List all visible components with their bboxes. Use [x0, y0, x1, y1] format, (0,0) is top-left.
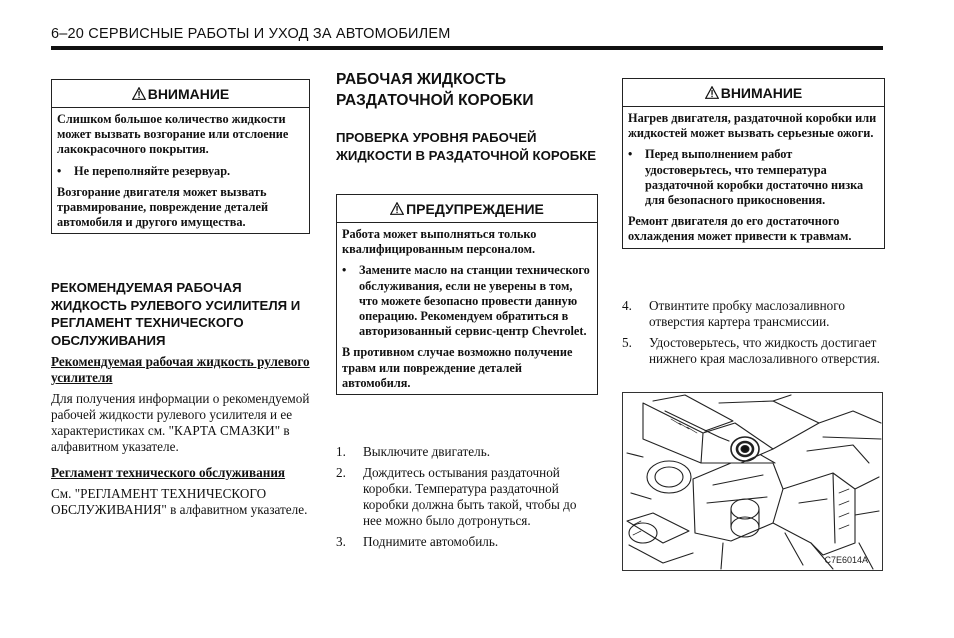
- step-number: 3.: [336, 534, 346, 549]
- step-text: Поднимите автомобиль.: [363, 534, 499, 549]
- page-title: 6–20 СЕРВИСНЫЕ РАБОТЫ И УХОД ЗА АВТОМОБИЛЕМ: [51, 26, 451, 42]
- maintenance-text: См. "РЕГЛАМЕНТ ТЕХНИЧЕСКОГО ОБСЛУЖИВАНИЯ" в алфавитном указателе.: [51, 486, 308, 517]
- steering-fluid-section: [51, 354, 313, 518]
- warning-box-right: [622, 78, 885, 249]
- warning-triangle-icon: [705, 86, 719, 99]
- section-title-transfer-fluid: РАБОЧАЯ ЖИДКОСТЬ РАЗДАТОЧНОЙ КОРОБКИ: [336, 71, 534, 109]
- steps-list-1: [336, 444, 598, 555]
- caution-bullet-text: Замените масло на станции технического обслуживания, если не уверены в том, что можете безопасно провести данную операцию. Рекомендуем обратиться в авторизованный сервис-центр Chevrolet.: [359, 263, 590, 339]
- caution-text: Работа может выполняться только квалифицированным персоналом.: [342, 227, 537, 257]
- subheading-recommended-fluid: Рекомендуемая рабочая жидкость рулевого усилителя: [51, 354, 310, 385]
- caution-box-body: [337, 223, 597, 394]
- warning-box-body: [623, 107, 884, 248]
- section-heading-steering-fluid: РЕКОМЕНДУЕМАЯ РАБОЧАЯ ЖИДКОСТЬ РУЛЕВОГО УСИЛИТЕЛЯ И РЕГЛАМЕНТ ТЕХНИЧЕСКОГО ОБСЛУЖИВАНИЯ: [51, 280, 301, 348]
- warning-bullet: [57, 164, 304, 179]
- figure-code: C7E6014A: [824, 555, 868, 565]
- list-item: [336, 444, 598, 460]
- page-header: [51, 26, 883, 42]
- caution-bullet: [342, 263, 592, 339]
- transfer-case-illustration: [622, 392, 883, 571]
- header-rule: [51, 46, 883, 50]
- warning-triangle-icon: [132, 87, 146, 100]
- caution-label: ПРЕДУПРЕЖДЕНИЕ: [406, 200, 544, 217]
- bullet-dot: •: [628, 147, 633, 162]
- warning-bullet-text: Не переполняйте резервуар.: [74, 163, 231, 178]
- subheading-maintenance: Регламент технического обслуживания: [51, 465, 286, 480]
- step-text: Отвинтите пробку маслозаливного отверстия картера трансмиссии.: [649, 298, 845, 329]
- steps-list-2: [622, 298, 885, 372]
- list-item: [622, 298, 885, 330]
- caution-box: [336, 194, 598, 395]
- step-number: 5.: [622, 335, 632, 350]
- step-number: 2.: [336, 465, 346, 480]
- warning-text: Нагрев двигателя, раздаточной коробки или жидкостей может вызвать серьезные ожоги.: [628, 111, 877, 141]
- warning-consequence-text: Ремонт двигателя до его достаточного охлаждения может привести к травмам.: [628, 214, 852, 244]
- warning-label: ВНИМАНИЕ: [147, 85, 230, 102]
- step-number: 1.: [336, 444, 346, 459]
- warning-bullet-text: Перед выполнением работ удостоверьтесь, что температура раздаточной коробки достаточно низка для безопасного прикосновения.: [645, 147, 864, 208]
- caution-consequence-text: В противном случае возможно получение травм или повреждение деталей автомобиля.: [342, 345, 573, 390]
- list-item: [336, 465, 598, 529]
- warning-triangle-icon: [390, 202, 404, 215]
- step-number: 4.: [622, 298, 632, 313]
- warning-box-body: [52, 108, 309, 233]
- warning-box-header: [52, 80, 309, 108]
- step-text: Дождитесь остывания раздаточной коробки. Температура раздаточной коробки должна быть такой, чтобы до нее можно было дотронуться.: [363, 465, 577, 528]
- recommended-fluid-text: Для получения информации о рекомендуемой рабочей жидкости рулевого усилителя и ее характеристиках см. "КАРТА СМАЗКИ" в алфавитном указателе.: [51, 391, 310, 454]
- transfer-case-drawing: [623, 393, 882, 570]
- step-text: Удостоверьтесь, что жидкость достигает нижнего края маслозаливного отверстия.: [649, 335, 880, 366]
- warning-box-header: [623, 79, 884, 107]
- list-item: [336, 534, 598, 550]
- warning-text: Слишком большое количество жидкости может вызвать возгорание или отслоение лакокрасочного покрытия.: [57, 112, 289, 157]
- warning-label: ВНИМАНИЕ: [720, 84, 803, 101]
- bullet-dot: •: [57, 163, 62, 178]
- section-subtitle-level-check: ПРОВЕРКА УРОВНЯ РАБОЧЕЙ ЖИДКОСТИ В РАЗДАТОЧНОЙ КОРОБКЕ: [336, 130, 597, 163]
- step-text: Выключите двигатель.: [363, 444, 491, 459]
- bullet-dot: •: [342, 263, 347, 278]
- list-item: [622, 335, 885, 367]
- caution-box-header: [337, 195, 597, 223]
- warning-consequence-text: Возгорание двигателя может вызвать травмирование, повреждение деталей автомобиля и другого имущества.: [57, 184, 269, 230]
- warning-box-left: [51, 79, 310, 234]
- warning-bullet: [628, 147, 879, 208]
